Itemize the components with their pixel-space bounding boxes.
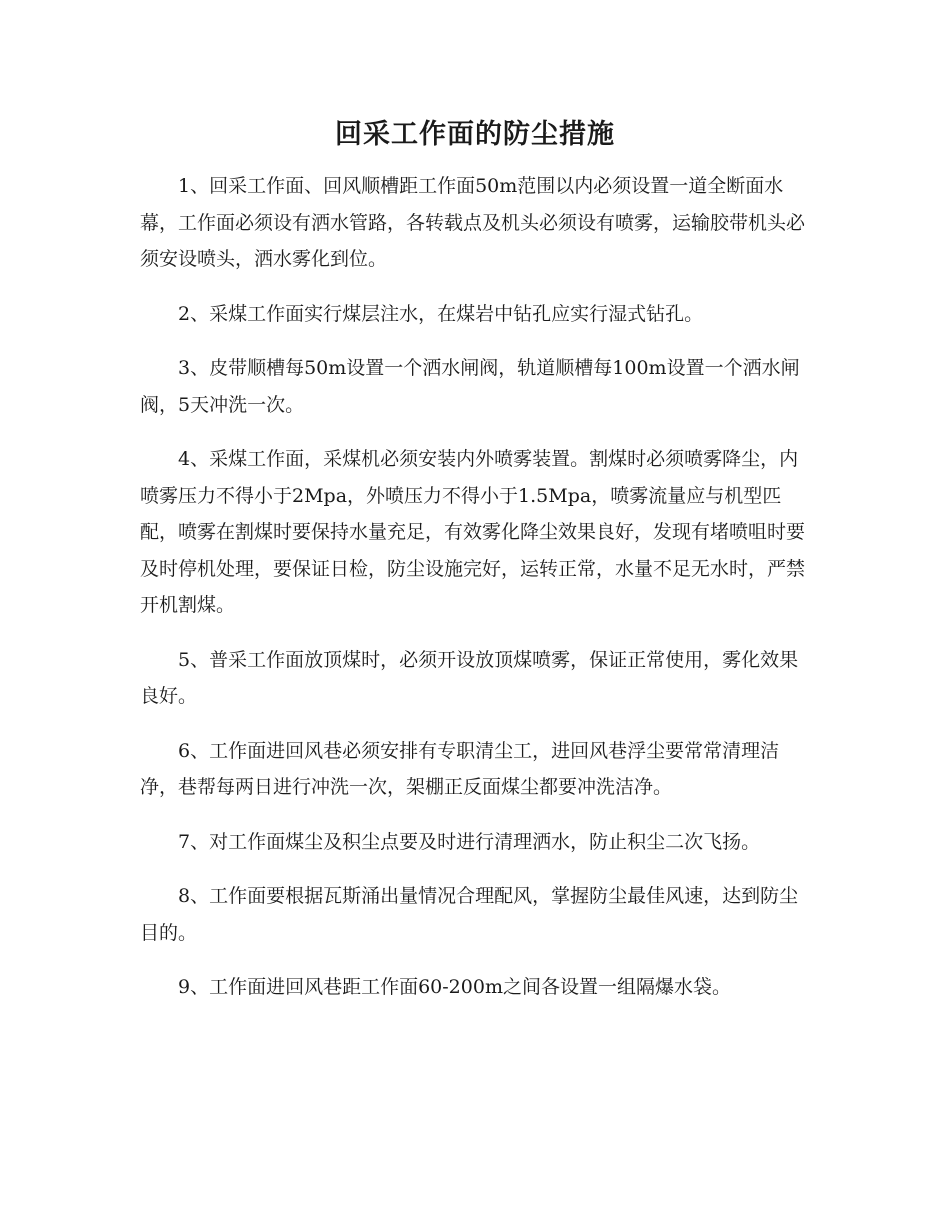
paragraph-1: 1、回采工作面、回风顺槽距工作面50m范围以内必须设置一道全断面水幕，工作面必须设有洒水管路，各转载点及机头必须设有喷雾，运输胶带机头必须安设喷头，洒水雾化到位。 [140,175,806,270]
document-title: 回采工作面的防尘措施 [335,119,615,150]
paragraph-2: 2、采煤工作面实行煤层注水，在煤岩中钻孔应实行湿式钻孔。 [178,302,704,325]
paragraph-7: 7、对工作面煤尘及积尘点要及时进行清理洒水，防止积尘二次飞扬。 [178,830,761,853]
paragraph-9: 9、工作面进回风巷距工作面60-200m之间各设置一组隔爆水袋。 [178,976,731,998]
paragraph-6: 6、工作面进回风巷必须安排有专职清尘工，进回风巷浮尘要常常清理洁净，巷帮每两日进行冲洗一次，架棚正反面煤尘都要冲洗洁净。 [140,739,780,798]
paragraph-5: 5、普采工作面放顶煤时，必须开设放顶煤喷雾，保证正常使用，雾化效果良好。 [140,648,799,707]
paragraph-3: 3、皮带顺槽每50m设置一个洒水闸阀，轨道顺槽每100m设置一个洒水闸阀，5天冲洗一次。 [140,357,800,416]
paragraph-8: 8、工作面要根据瓦斯涌出量情况合理配风，掌握防尘最佳风速，达到防尘目的。 [140,885,799,944]
document-body [140,168,810,1024]
paragraph-4: 4、采煤工作面，采煤机必须安装内外喷雾装置。割煤时必须喷雾降尘，内喷雾压力不得小于2Mpa，外喷压力不得小于1.5Mpa，喷雾流量应与机型匹配，喷雾在割煤时要保持水量充足，有效雾化降尘效果良好，发现有堵喷咀时要及时停机处理，要保证日检，防尘设施完好，运转正常，水量不足无水时，严禁开机割煤。 [140,448,806,616]
